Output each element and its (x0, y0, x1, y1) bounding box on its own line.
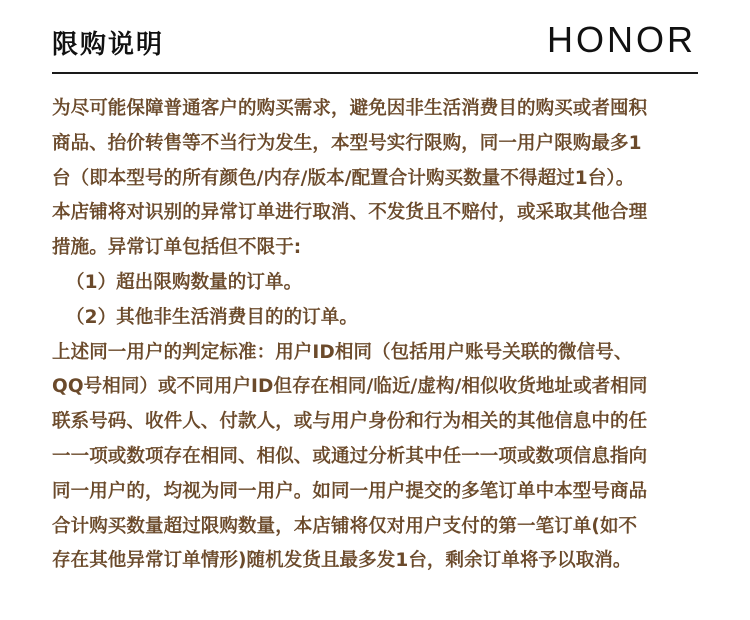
text-line: 本店铺将对识别的异常订单进行取消、不发货且不赔付，或采取其他合理 (52, 202, 648, 224)
text-line: 一一项或数项存在相同、相似、或通过分析其中任一一项或数项信息指向 (52, 445, 648, 467)
text-line: 存在其他异常订单情形)随机发货且最多发1台，剩余订单将予以取消。 (52, 550, 632, 572)
text-line: 上述同一用户的判定标准：用户ID相同（包括用户账号关联的微信号、 (52, 341, 633, 363)
page-title: 限购说明 (52, 30, 165, 60)
text-line: QQ号相同）或不同用户ID但存在相同/临近/虚构/相似收货地址或者相同 (52, 376, 648, 398)
header-divider (52, 72, 698, 74)
list-item: （2）其他非生活消费目的的订单。 (66, 306, 358, 328)
brand-logo: HONOR (547, 19, 696, 60)
text-line: 联系号码、收件人、付款人，或与用户身份和行为相关的其他信息中的任 (52, 411, 648, 433)
text-line: 合计购买数量超过限购数量，本店铺将仅对用户支付的第一笔订单(如不 (52, 515, 638, 537)
policy-text (52, 92, 700, 579)
text-line: 措施。异常订单包括但不限于: (52, 237, 302, 259)
header (0, 0, 750, 80)
text-line: 为尽可能保障普通客户的购买需求，避免因非生活消费目的购买或者囤积 (52, 98, 648, 119)
text-line: 同一用户的，均视为同一用户。如同一用户提交的多笔订单中本型号商品 (52, 480, 648, 502)
text-line: 台（即本型号的所有颜色/内存/版本/配置合计购买数量不得超过1台）。 (52, 167, 635, 189)
text-line: 商品、抬价转售等不当行为发生，本型号实行限购，同一用户限购最多1 (52, 132, 642, 154)
list-item: （1）超出限购数量的订单。 (66, 271, 303, 293)
